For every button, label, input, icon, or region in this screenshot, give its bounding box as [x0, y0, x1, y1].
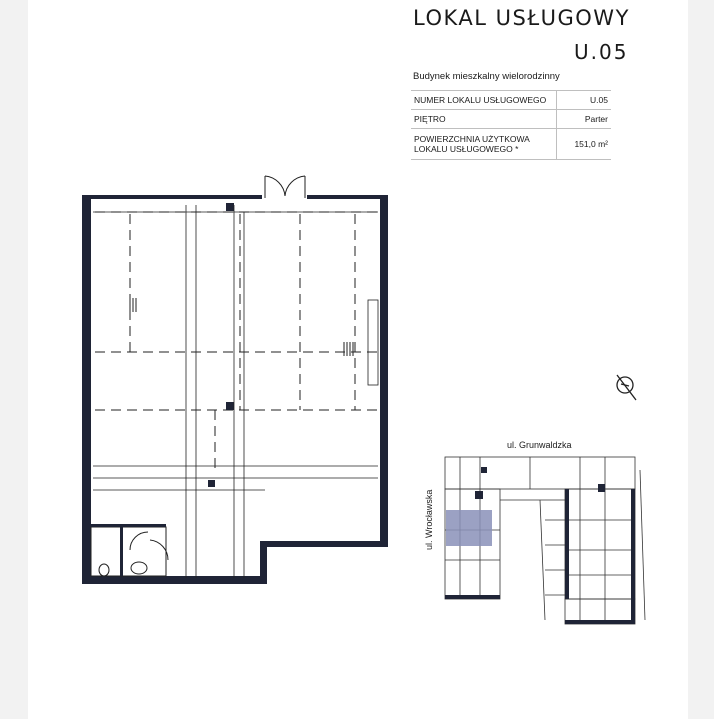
bathroom-walls	[91, 524, 166, 576]
vent-grilles	[130, 298, 353, 356]
vertical-dimensions	[186, 205, 244, 578]
row-label: NUMER LOKALU USŁUGOWEGO	[411, 91, 557, 110]
row-value: 151,0 m²	[557, 129, 612, 160]
entrance-door	[265, 176, 305, 198]
row-label: POWIERZCHNIA UŻYTKOWA LOKALU USŁUGOWEGO *	[411, 129, 557, 160]
street-label-left: ul. Wrocławska	[424, 489, 434, 550]
bathroom	[91, 527, 168, 576]
row-value: Parter	[557, 110, 612, 129]
row-value: U.05	[557, 91, 612, 110]
page-title: LOKAL USŁUGOWY	[413, 6, 630, 30]
horizontal-dimensions	[93, 466, 378, 490]
building-subtitle: Budynek mieszkalny wielorodzinny	[413, 71, 560, 82]
columns	[208, 203, 234, 487]
dashed-beams	[95, 212, 378, 470]
north-arrow-icon	[617, 375, 636, 400]
street-label-top: ul. Grunwaldzka	[507, 440, 572, 450]
unit-highlight	[446, 510, 492, 546]
row-label: PIĘTRO	[411, 110, 557, 129]
unit-code: U.05	[574, 40, 629, 64]
